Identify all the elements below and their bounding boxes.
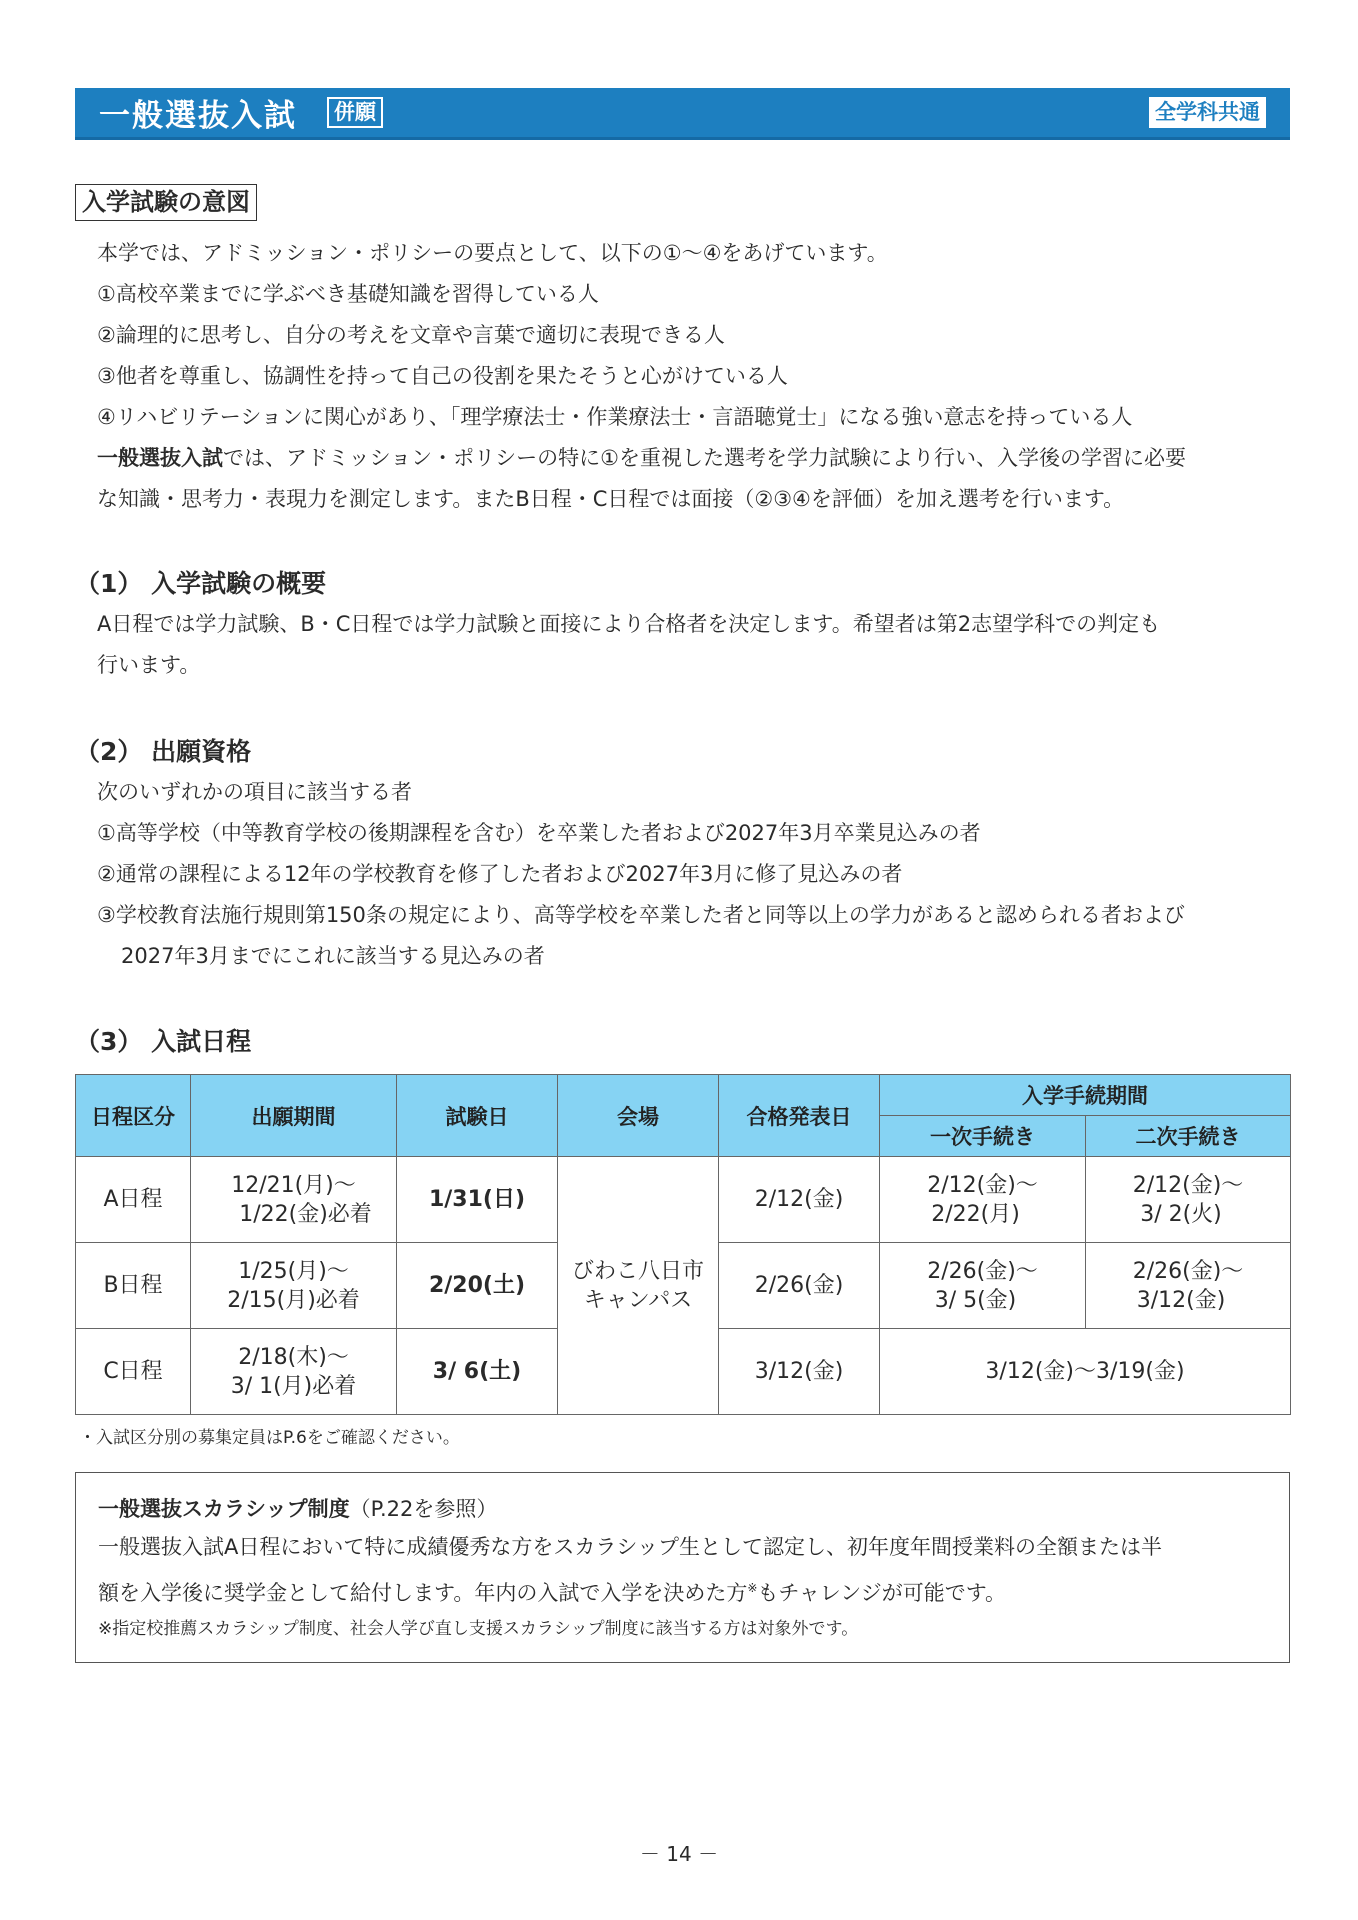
section-1-title: （1） 入学試験の概要 (75, 569, 327, 599)
scholarship-title (98, 1491, 1267, 1527)
all-departments-badge: 全学科共通 (1149, 97, 1266, 128)
announcement-date: 2/12(金) (719, 1157, 880, 1243)
schedule-name: B日程 (76, 1243, 191, 1329)
application-start: 12/21(月)～ (231, 1172, 356, 1198)
announcement-date: 3/12(金) (719, 1329, 880, 1415)
eligibility-continuation: 2027年3月までにこれに該当する見込みの者 (121, 944, 545, 969)
application-end: 1/22(金)必着 (239, 1201, 372, 1227)
header-first-procedure: 一次手続き (880, 1116, 1086, 1157)
intent-line: ③他者を尊重し、協調性を持って自己の役割を果たそうと心がけている人 (97, 364, 788, 389)
application-start: 1/25(月)～ (238, 1258, 349, 1284)
venue-line: キャンパス (583, 1287, 693, 1313)
header-application: 出願期間 (191, 1075, 397, 1157)
header-announcement: 合格発表日 (719, 1075, 880, 1157)
section-1-line: 行います。 (97, 653, 201, 678)
header-venue: 会場 (558, 1075, 719, 1157)
procedure-start: 2/26(金)～ (1132, 1258, 1244, 1284)
application-period (191, 1243, 397, 1329)
intent-line: ④リハビリテーションに関心があり、「理学療法士・作業療法士・言語聴覚士」になる強い意志を持っている人 (97, 405, 1133, 430)
policy-bold-term: 一般選抜入試 (97, 446, 223, 471)
eligibility-line: ②通常の課程による12年の学校教育を修了した者および2027年3月に修了見込みの者 (97, 862, 903, 887)
scholarship-text-part: もチャレンジが可能です。 (757, 1581, 1007, 1606)
page-number: － 14 － (639, 1842, 719, 1866)
eligibility-line: ①高等学校（中等教育学校の後期課程を含む）を卒業した者および2027年3月卒業見込みの者 (97, 821, 981, 846)
footnote-mark: ※ (747, 1581, 758, 1596)
schedule-name: A日程 (76, 1157, 191, 1243)
exam-date: 2/20(土) (397, 1243, 558, 1329)
scholarship-text-line: 一般選抜入試A日程において特に成績優秀な方をスカラシップ生として認定し、初年度年間授業料の全額または半 (98, 1535, 1162, 1560)
table-row (76, 1157, 1291, 1243)
scholarship-box (75, 1472, 1290, 1663)
page-content (75, 88, 1290, 1663)
header-exam-date: 試験日 (397, 1075, 558, 1157)
exam-schedule-table (75, 1074, 1291, 1415)
venue-line: びわこ八日市 (571, 1258, 704, 1284)
procedure-end: 3/ 2(火) (1140, 1201, 1222, 1227)
procedure-start: 2/12(金)～ (927, 1172, 1038, 1198)
application-end: 2/15(月)必着 (227, 1287, 360, 1313)
section-3-title: （3） 入試日程 (75, 1027, 252, 1057)
application-period (191, 1157, 397, 1243)
schedule-name: C日程 (76, 1329, 191, 1415)
second-procedure (1086, 1243, 1291, 1329)
eligibility-line: 次のいずれかの項目に該当する者 (97, 780, 412, 805)
procedure-start: 2/26(金)～ (927, 1258, 1038, 1284)
eligibility-line: ③学校教育法施行規則第150条の規定により、高等学校を卒業した者と同等以上の学力があると認められる者および (97, 903, 1185, 928)
policy-text: では、アドミッション・ポリシーの特に①を重視した選考を学力試験により行い、入学後の学習に必要 (223, 446, 1186, 471)
intent-line: ①高校卒業までに学ぶべき基礎知識を習得している人 (97, 282, 599, 307)
capacity-note: ・入試区分別の募集定員はP.6をご確認ください。 (79, 1428, 460, 1449)
application-end: 3/ 1(月)必着 (230, 1373, 357, 1399)
header-schedule: 日程区分 (76, 1075, 191, 1157)
scholarship-note: ※指定校推薦スカラシップ制度、社会人学び直し支援スカラシップ制度に該当する方は対象外です。 (98, 1619, 859, 1640)
intent-heading: 入学試験の意図 (75, 184, 257, 221)
concurrent-application-badge: 併願 (327, 97, 383, 128)
intent-line: ②論理的に思考し、自分の考えを文章や言葉で適切に表現できる人 (97, 323, 725, 348)
header-procedure: 入学手続期間 (880, 1075, 1291, 1116)
exam-date: 1/31(日) (397, 1157, 558, 1243)
scholarship-text-line (98, 1568, 1267, 1614)
section-2-title: （2） 出願資格 (75, 737, 252, 767)
scholarship-text-part: 額を入学後に奨学金として給付します。年内の入試で入学を決めた方 (98, 1581, 748, 1606)
procedure-end: 3/ 5(金) (934, 1287, 1017, 1313)
intent-line: 本学では、アドミッション・ポリシーの要点として、以下の①～④をあげています。 (97, 241, 888, 266)
application-start: 2/18(木)～ (238, 1344, 349, 1370)
procedure-start: 2/12(金)～ (1132, 1172, 1244, 1198)
announcement-date: 2/26(金) (719, 1243, 880, 1329)
first-procedure (880, 1243, 1086, 1329)
header-second-procedure: 二次手続き (1086, 1116, 1291, 1157)
policy-line-2: な知識・思考力・表現力を測定します。またB日程・C日程では面接（②③④を評価）を加え選考を行います。 (97, 487, 1125, 512)
policy-line (75, 438, 1290, 479)
section-1-line: A日程では学力試験、B・C日程では学力試験と面接により合格者を決定します。希望者は第2志望学科での判定も (97, 612, 1161, 637)
procedure-end: 3/12(金) (1136, 1287, 1226, 1313)
venue (558, 1157, 719, 1415)
scholarship-reference: （P.22を参照） (349, 1497, 498, 1522)
application-period (191, 1329, 397, 1415)
scholarship-name: 一般選抜スカラシップ制度 (98, 1497, 350, 1522)
intent-text (75, 233, 1290, 520)
page-title: 一般選抜入試 (99, 98, 297, 134)
first-procedure (880, 1157, 1086, 1243)
procedure-period-merged: 3/12(金)～3/19(金) (880, 1329, 1291, 1415)
exam-date: 3/ 6(土) (397, 1329, 558, 1415)
second-procedure (1086, 1157, 1291, 1243)
header-bar (75, 88, 1290, 140)
procedure-end: 2/22(月) (931, 1201, 1020, 1227)
